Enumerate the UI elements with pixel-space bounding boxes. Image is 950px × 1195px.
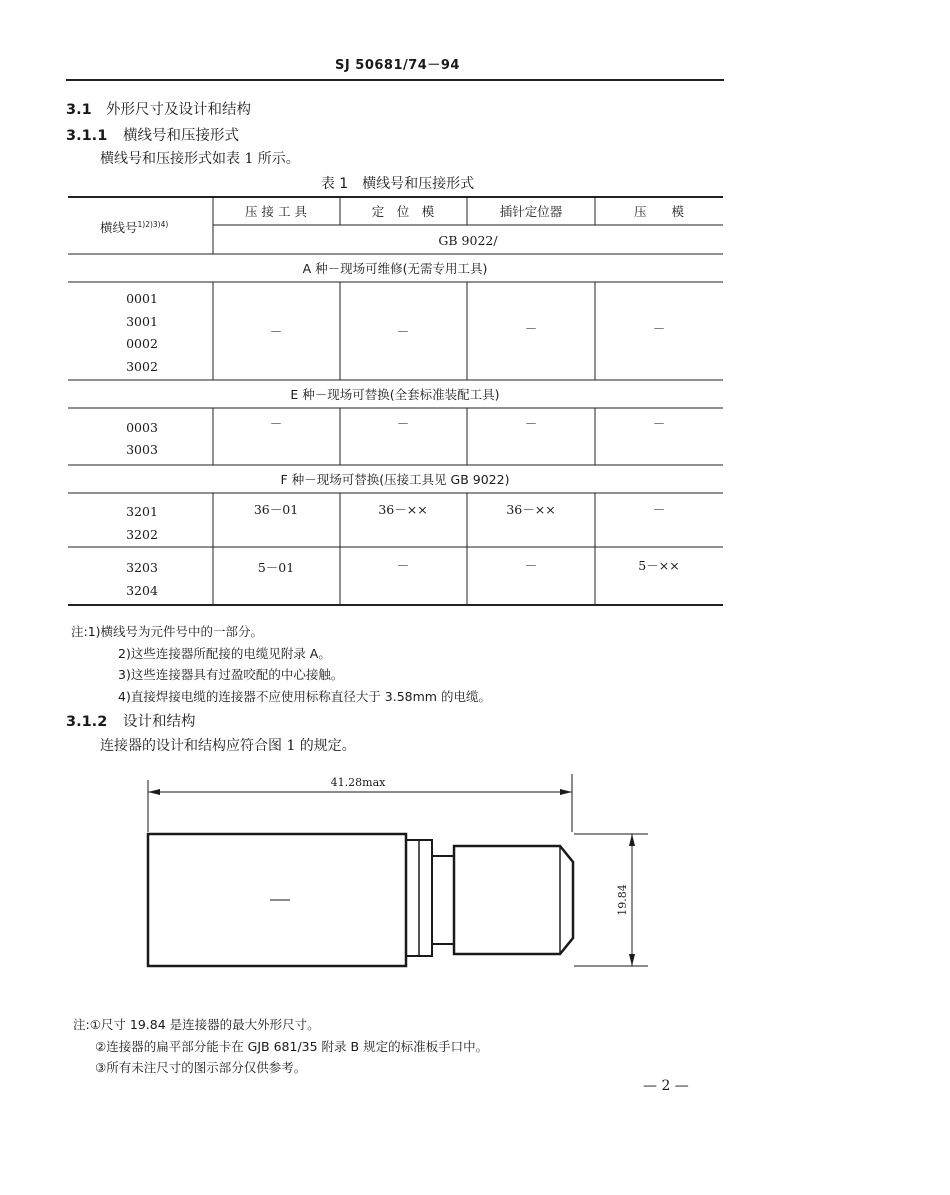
col-header-locator-die: 定 位 模 (371, 204, 435, 219)
table-cell: － (396, 558, 410, 573)
page-number: — 2 — (643, 1078, 689, 1094)
group-a-title: A 种－现场可维修(无需专用工具) (302, 261, 488, 276)
group-e-title: E 种－现场可替换(全套标准装配工具) (290, 387, 500, 402)
table-caption: 表 1 横线号和压接形式 (320, 176, 475, 192)
table-cell: － (269, 416, 283, 431)
table-cell: － (396, 416, 410, 431)
document-number: SJ 50681/74－94 (335, 58, 460, 73)
figure-notes (73, 1014, 488, 1079)
table-cell: 36－×× (506, 502, 556, 517)
table-cell: 36－×× (378, 502, 428, 517)
section-3-1-2-heading (66, 710, 196, 731)
table-cell: － (269, 324, 283, 339)
row-number: 3003 (126, 442, 158, 457)
section-3-1-1-title: 横线号和压接形式 (123, 128, 239, 144)
section-3-1-2-title: 设计和结构 (123, 714, 196, 730)
row-number: 3002 (126, 359, 158, 374)
arrowhead-left (148, 789, 160, 795)
dimension-label-diameter: 19.84 (616, 884, 629, 916)
group-f-title: F 种－现场可替换(压接工具见 GB 9022) (280, 472, 510, 487)
table-cell: 5－01 (257, 560, 295, 575)
figure-notes-label: 注: (73, 1017, 90, 1032)
section-3-1-1-intro: 横线号和压接形式如表 1 所示。 (100, 151, 300, 167)
table-notes-label: 注: (71, 624, 88, 639)
figure-note: ①尺寸 19.84 是连接器的最大外形尺寸。 (89, 1017, 320, 1032)
figure-note: ②连接器的扁平部分能卡在 GJB 681/35 附录 B 规定的标准板手口中。 (95, 1038, 489, 1054)
row-number: 3204 (126, 583, 158, 598)
table-cell: － (652, 416, 666, 431)
table-cell: － (652, 321, 666, 336)
row-number: 0002 (126, 336, 158, 351)
table-cell: － (524, 558, 538, 573)
col-header-line-number: 横线号$^{1)2)3)4)}$ (100, 220, 169, 235)
connector-tip (454, 846, 573, 954)
arrowhead-bottom (629, 954, 635, 966)
row-number: 3201 (126, 504, 158, 519)
row-number: 0003 (126, 420, 158, 435)
row-number: 3001 (126, 314, 158, 329)
section-3-1-title: 外形尺寸及设计和结构 (106, 102, 251, 118)
section-3-1-number: 3.1 (66, 102, 92, 118)
table-cell: 5－×× (638, 558, 680, 573)
table-cell: － (524, 321, 538, 336)
section-3-1-1-number: 3.1.1 (66, 128, 108, 144)
col-header-crimp-tool: 压 接 工 具 (245, 204, 307, 219)
section-3-1-2-number: 3.1.2 (66, 714, 108, 730)
row-number: 3203 (126, 560, 158, 575)
row-number: 3202 (126, 527, 158, 542)
table-note: 3)这些连接器具有过盈咬配的中心接触。 (118, 667, 344, 682)
table-cell: － (524, 416, 538, 431)
dimension-label-length: 41.28max (330, 776, 386, 789)
figure-note: ③所有未注尺寸的图示部分仅供参考。 (95, 1060, 307, 1075)
connector-groove (432, 856, 454, 944)
section-3-1-2-intro: 连接器的设计和结构应符合图 1 的规定。 (100, 738, 356, 754)
table-cell: － (396, 324, 410, 339)
arrowhead-right (560, 789, 572, 795)
sub-header-standard: GB 9022/ (438, 233, 498, 248)
col-header-pin-locator: 插针定位器 (499, 204, 563, 219)
arrowhead-top (629, 834, 635, 846)
table-note: 4)直接焊接电缆的连接器不应使用标称直径大于 3.58mm 的电缆。 (118, 688, 491, 704)
table-notes (71, 621, 491, 707)
table-cell: 36－01 (253, 502, 299, 517)
table-note: 2)这些连接器所配接的电缆见附录 A。 (118, 645, 331, 661)
col-header-die: 压 模 (633, 204, 685, 219)
table-note: 1)横线号为元件号中的一部分。 (87, 624, 264, 639)
table-cell: － (652, 502, 666, 517)
figure-1-connector-drawing (0, 760, 950, 1000)
row-number: 0001 (126, 291, 158, 306)
